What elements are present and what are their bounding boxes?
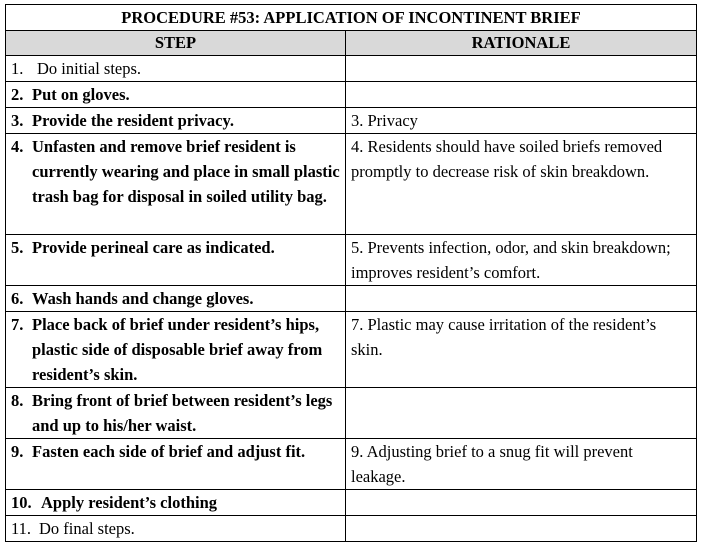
step-4 [11,134,340,209]
step-cell [6,134,346,235]
step-cell [6,82,346,108]
rationale-cell: 5. Prevents infection, odor, and skin breakdown; improves resident’s comfort. [346,235,697,286]
step-1 [11,56,340,81]
table-row [6,490,697,516]
step-text: Fasten each side of brief and adjust fit. [32,442,306,461]
header-row [6,31,697,56]
table-row [6,108,697,134]
step-text: Wash hands and change gloves. [32,289,254,308]
procedure-title: PROCEDURE #53: APPLICATION OF INCONTINENT BRIEF [6,5,697,31]
step-text: Do initial steps. [37,59,142,78]
step-8 [11,388,340,438]
step-cell [6,286,346,312]
step-number: 5. [11,238,24,257]
step-text: Provide the resident privacy. [32,111,234,130]
table-row [6,134,697,235]
step-text: Apply resident’s clothing [41,493,218,512]
rationale-cell: 4. Residents should have soiled briefs removed promptly to decrease risk of skin breakdown. [346,134,697,235]
step-cell [6,388,346,439]
step-2 [11,82,340,107]
rationale-cell: 3. Privacy [346,108,697,134]
column-header-step: STEP [6,31,346,56]
procedure-table [5,4,697,542]
rationale-cell [346,286,697,312]
step-number: 11. [11,519,32,538]
table-row [6,439,697,490]
title-row [6,5,697,31]
rationale-cell: 9. Adjusting brief to a snug fit will prevent leakage. [346,439,697,490]
rationale-cell [346,388,697,439]
step-text: Do final steps. [39,519,135,538]
step-number: 2. [11,85,24,104]
step-9 [11,439,340,464]
table-row [6,312,697,388]
column-header-rationale: RATIONALE [346,31,697,56]
step-11 [11,516,340,541]
step-cell [6,516,346,542]
rationale-cell: 7. Plastic may cause irritation of the resident’s skin. [346,312,697,388]
step-10 [11,490,340,515]
step-5 [11,235,340,260]
step-number: 9. [11,442,24,461]
step-7 [11,312,340,387]
table-row [6,516,697,542]
table-row [6,388,697,439]
table-row [6,235,697,286]
rationale-cell [346,490,697,516]
step-3 [11,108,340,133]
table-row [6,56,697,82]
step-number: 8. [11,391,24,410]
rationale-cell [346,82,697,108]
step-number: 6. [11,289,24,308]
step-cell [6,490,346,516]
step-number: 3. [11,111,24,130]
table-row [6,82,697,108]
step-text: Provide perineal care as indicated. [32,238,275,257]
step-number: 7. [11,315,24,334]
step-cell [6,108,346,134]
step-cell [6,312,346,388]
step-text: Unfasten and remove brief resident is currently wearing and place in small plastic trash bag for disposal in soiled utility bag. [32,137,340,206]
table-row [6,286,697,312]
step-cell [6,235,346,286]
step-cell [6,56,346,82]
rationale-cell [346,56,697,82]
step-number: 10. [11,493,32,512]
step-6 [11,286,340,311]
step-text: Place back of brief under resident’s hips, plastic side of disposable brief away from resident’s skin. [32,315,323,384]
step-cell [6,439,346,490]
step-text: Put on gloves. [32,85,130,104]
step-text: Bring front of brief between resident’s legs and up to his/her waist. [32,391,333,435]
rationale-cell [346,516,697,542]
step-number: 1. [11,59,24,78]
step-number: 4. [11,137,24,156]
